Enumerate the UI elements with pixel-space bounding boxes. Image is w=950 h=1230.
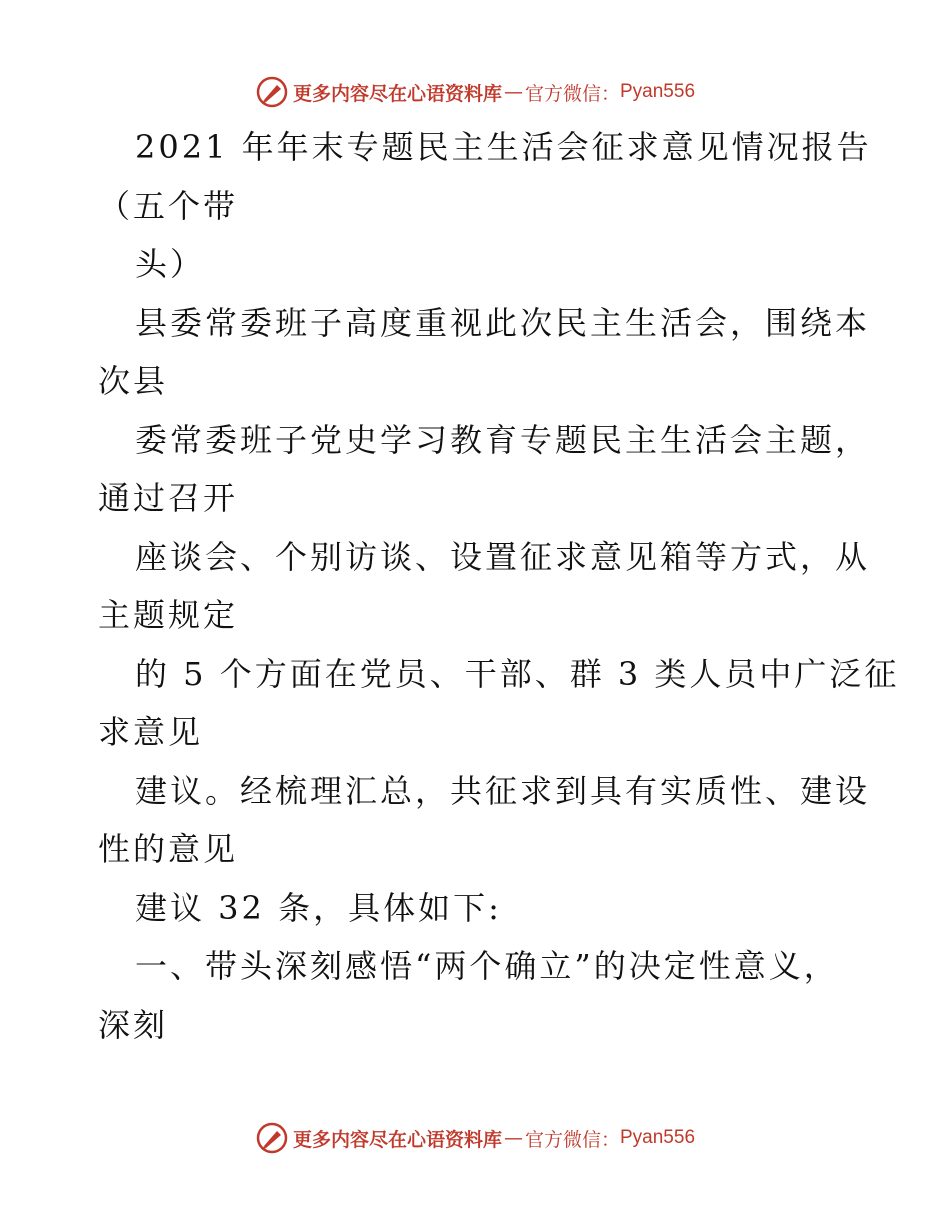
doc-paragraph-line: 委常委班子党史学习教育专题民主生活会主题， bbox=[135, 420, 871, 459]
footer-banner bbox=[0, 1118, 950, 1158]
doc-paragraph-line: 次县 bbox=[98, 362, 169, 400]
doc-paragraph-line: 的 5 个方面在党员、干部、群 3 类人员中广泛征 bbox=[135, 654, 900, 693]
banner-separator: — bbox=[503, 81, 523, 103]
doc-title-line-2: （五个带 bbox=[98, 186, 239, 225]
doc-paragraph-line: 求意见 bbox=[98, 713, 204, 751]
doc-paragraph-line: 建议。经梳理汇总，共征求到具有实质性、建设 bbox=[135, 771, 871, 810]
pen-nib-logo-icon bbox=[255, 1121, 289, 1155]
banner-wechat-label: 官方微信： bbox=[524, 82, 620, 105]
banner-site-text: 更多内容尽在心语资料库 bbox=[292, 82, 502, 105]
doc-paragraph-line: 县委常委班子高度重视此次民主生活会，围绕本 bbox=[135, 303, 871, 342]
doc-paragraph-line: 建议 32 条，具体如下: bbox=[135, 888, 502, 927]
doc-paragraph-line: 性的意见 bbox=[98, 830, 239, 868]
banner-wechat-id: Pyan556 bbox=[620, 1127, 696, 1148]
banner-wechat-id: Pyan556 bbox=[620, 81, 696, 102]
doc-title-line-1: 2021 年年末专题民主生活会征求意见情况报告 bbox=[135, 128, 872, 166]
header-banner bbox=[0, 72, 950, 112]
pen-nib-logo-icon bbox=[255, 75, 289, 109]
doc-title-line-3: 头） bbox=[135, 245, 206, 283]
doc-paragraph-line: 座谈会、个别访谈、设置征求意见箱等方式，从 bbox=[135, 537, 871, 576]
doc-section-heading-line: 深刻 bbox=[98, 1005, 169, 1044]
doc-paragraph-line: 通过召开 bbox=[98, 479, 239, 517]
doc-paragraph-line: 主题规定 bbox=[98, 596, 239, 634]
banner-wechat-label: 官方微信： bbox=[524, 1128, 620, 1151]
banner-site-text: 更多内容尽在心语资料库 bbox=[292, 1128, 502, 1151]
banner-separator: — bbox=[503, 1127, 523, 1149]
document-body bbox=[98, 118, 900, 1054]
doc-section-heading-line: 一、带头深刻感悟“两个确立”的决定性意义， bbox=[135, 947, 839, 985]
